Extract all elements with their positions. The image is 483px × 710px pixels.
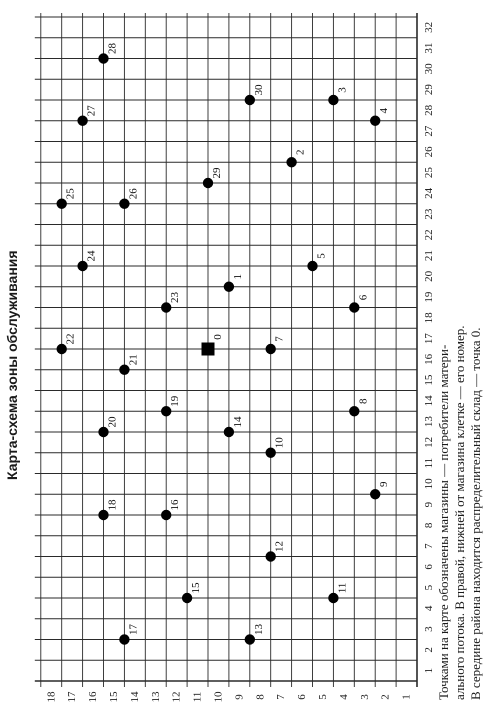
store-point: [370, 489, 380, 499]
x-tick-label: 32: [423, 21, 435, 33]
store-point: [349, 302, 359, 312]
y-tick-label: 4: [337, 694, 350, 700]
x-tick-label: 2: [423, 647, 435, 653]
y-tick-label: 8: [254, 694, 267, 700]
store-number-label: 17: [127, 624, 140, 635]
store-point: [370, 116, 380, 126]
y-tick-label: 5: [316, 694, 329, 700]
store-number-label: 19: [169, 395, 182, 407]
x-tick-label: 4: [423, 605, 435, 612]
x-tick-label: 5: [423, 584, 435, 591]
store-number-label: 27: [85, 105, 98, 117]
store-number-label: 16: [169, 499, 182, 511]
x-tick-label: 12: [423, 436, 435, 448]
store-number-label: 15: [190, 582, 203, 594]
x-tick-label: 9: [423, 501, 435, 508]
store-number-label: 3: [336, 87, 349, 93]
store-number-label: 1: [231, 274, 244, 280]
x-tick-label: 3: [423, 626, 435, 632]
store-points: [57, 43, 391, 645]
y-tick-label: 1: [400, 694, 413, 700]
x-tick-label: 29: [423, 84, 435, 96]
y-tick-labels: [45, 691, 412, 703]
x-tick-label: 28: [423, 104, 435, 116]
x-tick-label: 13: [423, 416, 435, 428]
caption-line-1: Точками на карте обозначены магазины — потребители матери-: [436, 344, 451, 700]
y-tick-label: 11: [191, 691, 204, 703]
warehouse-marker: [202, 343, 215, 356]
x-tick-label: 17: [423, 333, 435, 345]
x-tick-label: 1: [423, 667, 435, 674]
store-number-label: 7: [273, 336, 286, 342]
x-tick-label: 26: [423, 146, 435, 158]
y-tick-label: 16: [87, 691, 100, 703]
y-tick-label: 3: [358, 694, 371, 700]
store-number-label: 24: [85, 250, 98, 262]
x-tick-labels: [423, 22, 435, 674]
store-point: [307, 261, 317, 271]
store-number-label: 26: [127, 188, 140, 200]
warehouse-label: 0: [212, 334, 224, 340]
y-tick-label: 12: [170, 691, 183, 703]
x-tick-label: 11: [423, 457, 435, 469]
x-tick-label: 18: [423, 312, 435, 324]
store-number-label: 10: [273, 437, 286, 449]
x-tick-label: 27: [423, 125, 435, 137]
store-number-label: 22: [64, 333, 77, 345]
x-tick-label: 8: [423, 522, 435, 529]
x-tick-label: 20: [423, 270, 435, 282]
y-tick-label: 18: [45, 691, 58, 703]
x-tick-label: 16: [423, 353, 435, 365]
store-number-label: 20: [106, 416, 119, 428]
store-number-label: 2: [294, 149, 307, 155]
store-number-label: 25: [64, 188, 77, 200]
caption-line-3: В середине района находится распределительный склад — точка 0.: [468, 327, 483, 700]
store-number-label: 13: [252, 624, 265, 635]
store-number-label: 28: [106, 43, 119, 54]
store-number-label: 11: [336, 582, 349, 594]
y-tick-label: 17: [66, 691, 79, 703]
x-tick-label: 15: [423, 374, 435, 386]
y-tick-label: 15: [107, 691, 120, 703]
y-tick-label: 14: [128, 691, 141, 703]
caption-line-2: ального потока. В правой, нижней от магазина клетке — его номер.: [452, 325, 467, 700]
x-tick-label: 14: [423, 395, 435, 407]
x-tick-label: 19: [423, 291, 435, 303]
store-number-label: 29: [211, 167, 223, 179]
store-number-label: 6: [357, 294, 370, 301]
store-number-label: 14: [231, 416, 244, 428]
x-tick-label: 22: [423, 229, 435, 241]
store-point: [266, 344, 276, 354]
y-tick-label: 7: [275, 694, 288, 700]
x-tick-label: 6: [423, 564, 435, 570]
y-tick-label: 2: [379, 694, 392, 700]
x-tick-label: 7: [423, 543, 435, 549]
y-tick-label: 13: [149, 691, 162, 703]
map-title: Карта-схема зоны обслуживания: [4, 250, 20, 480]
x-tick-label: 31: [423, 42, 435, 54]
x-tick-label: 24: [423, 187, 435, 199]
y-tick-label: 9: [233, 694, 246, 700]
store-number-label: 12: [273, 541, 286, 552]
x-tick-label: 23: [423, 208, 435, 220]
store-point: [349, 406, 359, 416]
store-number-label: 23: [169, 292, 182, 303]
store-number-label: 30: [252, 84, 265, 96]
store-number-label: 8: [357, 398, 370, 404]
x-tick-label: 30: [423, 63, 435, 75]
store-point: [286, 157, 296, 167]
store-number-label: 18: [106, 499, 119, 511]
store-point: [328, 95, 338, 105]
store-number-label: 21: [127, 354, 140, 366]
y-tick-label: 10: [212, 691, 225, 703]
store-number-label: 5: [315, 253, 328, 259]
x-tick-label: 10: [423, 478, 435, 490]
store-point: [328, 593, 338, 603]
store-point: [224, 282, 234, 292]
x-tick-label: 25: [423, 167, 435, 179]
x-tick-label: 21: [423, 250, 435, 262]
y-tick-label: 6: [296, 694, 309, 700]
store-number-label: 4: [378, 108, 391, 114]
store-number-label: 9: [378, 481, 391, 487]
